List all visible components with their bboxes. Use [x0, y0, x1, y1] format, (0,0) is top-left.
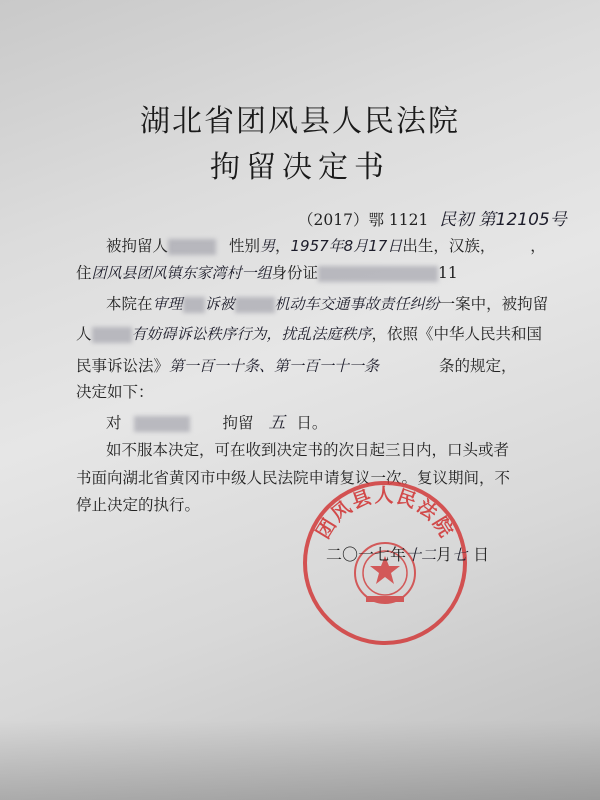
date-month: 十二	[406, 546, 437, 564]
case-number-printed: （2017）鄂 1121	[298, 211, 429, 229]
redacted-id	[318, 266, 438, 282]
label-gender: 性别	[228, 237, 260, 255]
appeal-line-3: 停止决定的执行。	[76, 496, 201, 514]
gender-value: 男	[259, 237, 275, 255]
case-prefix: 本院在	[106, 295, 153, 313]
decision-line	[106, 408, 327, 433]
appeal-line-2: 书面向湖北省黄冈市中级人民法院申请复议一次。复议期间，不	[76, 469, 511, 487]
reason-line	[76, 322, 542, 344]
svg-text:团风县人民法院	[312, 485, 458, 543]
reason-value: 有妨碍诉讼秩序行为，扰乱法庭秩序	[131, 325, 372, 343]
redacted-name-3	[134, 416, 190, 432]
case-number	[298, 205, 567, 230]
redacted-name	[168, 239, 216, 255]
case-handwritten-3: 机动车交通事故责任纠纷	[274, 295, 440, 313]
address-line	[76, 261, 458, 283]
law-articles: 第一百一十条、第一百一十一条	[169, 357, 380, 375]
date-day: 七	[452, 546, 468, 564]
law-suffix: 条的规定，	[439, 357, 517, 375]
comma: ，	[530, 237, 546, 255]
date-line	[326, 542, 489, 565]
label-born: 出生，汉族，	[402, 237, 496, 255]
label-address: 住	[76, 264, 92, 282]
law-line	[76, 354, 517, 376]
id-tail: 11	[438, 264, 458, 282]
reason-suffix: ，依照《中华人民共和国	[371, 325, 543, 343]
date-month-label: 月	[436, 545, 453, 564]
reason-prefix: 人	[76, 325, 92, 343]
law-prefix: 民事诉讼法》	[76, 357, 170, 375]
label-id: 身份证	[271, 264, 319, 282]
redacted-party-1	[183, 297, 205, 313]
detainee-line: 被拘留人 性别男，1957年8月17日出生，汉族， ，	[106, 237, 546, 255]
appeal-line-1: 如不服本决定，可在收到决定书的次日起三日内，口头或者	[106, 441, 510, 459]
redacted-name-2	[92, 327, 132, 343]
court-title: 湖北省团风县人民法院	[140, 104, 460, 139]
case-number-handwritten: 民初 第12105号	[439, 210, 567, 230]
date-prefix: 二〇一七年	[326, 545, 407, 564]
decision-days: 五	[268, 413, 286, 433]
decision-label-detain: 拘留	[222, 414, 254, 432]
case-handwritten-1: 审理	[152, 295, 183, 313]
decision-label: 决定如下：	[76, 383, 154, 401]
case-suffix: 一案中，被拘留	[439, 295, 549, 313]
decision-unit: 日。	[296, 414, 328, 432]
label-detained: 被拘留人	[106, 237, 169, 255]
decision-prefix: 对	[106, 414, 122, 432]
date-suffix: 日	[473, 545, 490, 564]
seal-text: 团风县人民法院	[312, 484, 458, 543]
case-line	[106, 292, 548, 314]
case-handwritten-2: 诉被	[204, 295, 235, 313]
document-title: 拘留决定书	[210, 150, 390, 185]
dob-value: 1957年8月17日	[290, 237, 403, 255]
page-shadow	[0, 720, 600, 800]
address-value: 团风县团风镇东家湾村一组	[91, 264, 272, 282]
redacted-party-2	[235, 297, 275, 313]
